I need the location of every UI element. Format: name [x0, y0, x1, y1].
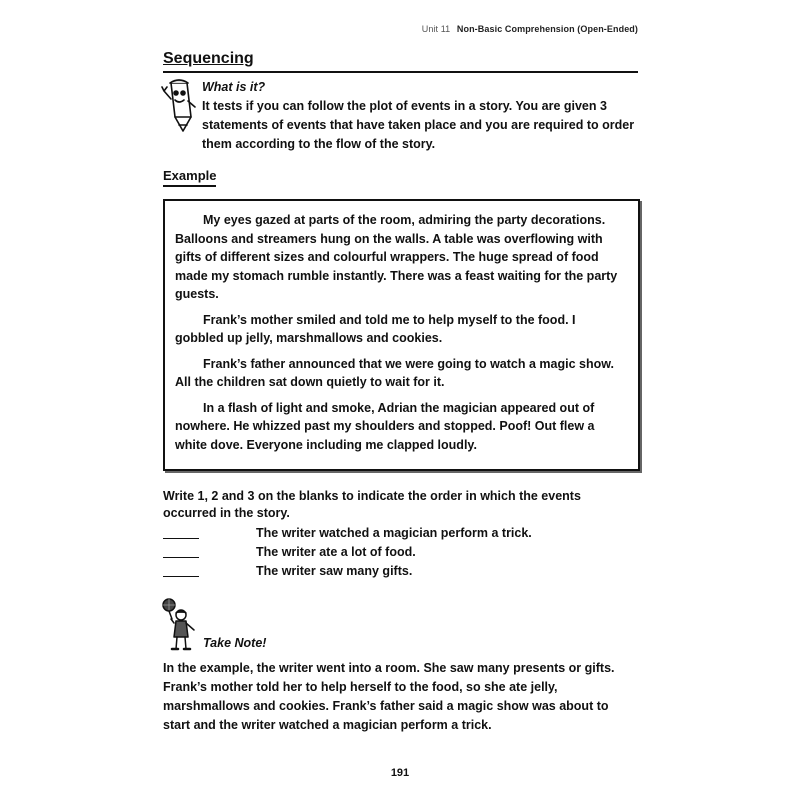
- running-head-subtitle: Non-Basic Comprehension (Open-Ended): [456, 24, 638, 34]
- passage-paragraph: In a flash of light and smoke, Adrian the magician appeared out of nowhere. He whizzed past my shoulders and stopped. Poof! Out flew a white dove. Everyone including me clapped loudly.: [175, 400, 595, 452]
- ordering-exercise: [163, 525, 643, 582]
- boy-with-ball-icon: [159, 597, 201, 653]
- what-is-it-body: It tests if you can follow the plot of events in a story. You are given 3 statements of events that have taken place and you are required to order them according to the flow of the story.: [202, 99, 635, 151]
- example-label: Example: [163, 168, 216, 187]
- event-statement: The writer ate a lot of food.: [256, 545, 416, 559]
- what-is-it-title: What is it?: [202, 80, 266, 94]
- answer-blank[interactable]: [163, 538, 199, 539]
- exercise-instruction: Write 1, 2 and 3 on the blanks to indicate the order in which the events occurred in the story.: [163, 489, 581, 520]
- passage-paragraph: Frank’s mother smiled and told me to help myself to the food. I gobbled up jelly, marshmallows and cookies.: [175, 312, 576, 345]
- running-head: [422, 24, 638, 34]
- passage-paragraph: Frank’s father announced that we were going to watch a magic show. All the children sat down quietly to wait for it.: [175, 356, 614, 389]
- section-title: Sequencing: [163, 50, 638, 73]
- event-statement: The writer watched a magician perform a trick.: [256, 526, 532, 540]
- ordering-row: [163, 525, 643, 544]
- pencil-mascot-icon: [161, 77, 197, 137]
- running-head-unit: Unit 11: [421, 24, 451, 34]
- story-passage-box: [163, 199, 640, 471]
- take-note-body: In the example, the writer went into a room. She saw many presents or gifts. Frank’s mother told her to help herself to the food, so she ate jelly, marshmallows and cookies. Frank’s father said a magic show was about to start and the writer watched a magician perform a trick.: [163, 661, 615, 732]
- page-number: 191: [390, 767, 410, 779]
- ordering-row: [163, 544, 643, 563]
- passage-paragraph: My eyes gazed at parts of the room, admiring the party decorations. Balloons and streamers hung on the walls. A table was overflowing with gifts of different sizes and colourful wrappers. The huge spread of food made my stomach rumble instantly. There was a feast waiting for the party guests.: [175, 213, 618, 301]
- ordering-row: [163, 563, 643, 582]
- answer-blank[interactable]: [163, 576, 199, 577]
- take-note-title: Take Note!: [203, 636, 267, 650]
- answer-blank[interactable]: [163, 557, 199, 558]
- event-statement: The writer saw many gifts.: [256, 564, 413, 578]
